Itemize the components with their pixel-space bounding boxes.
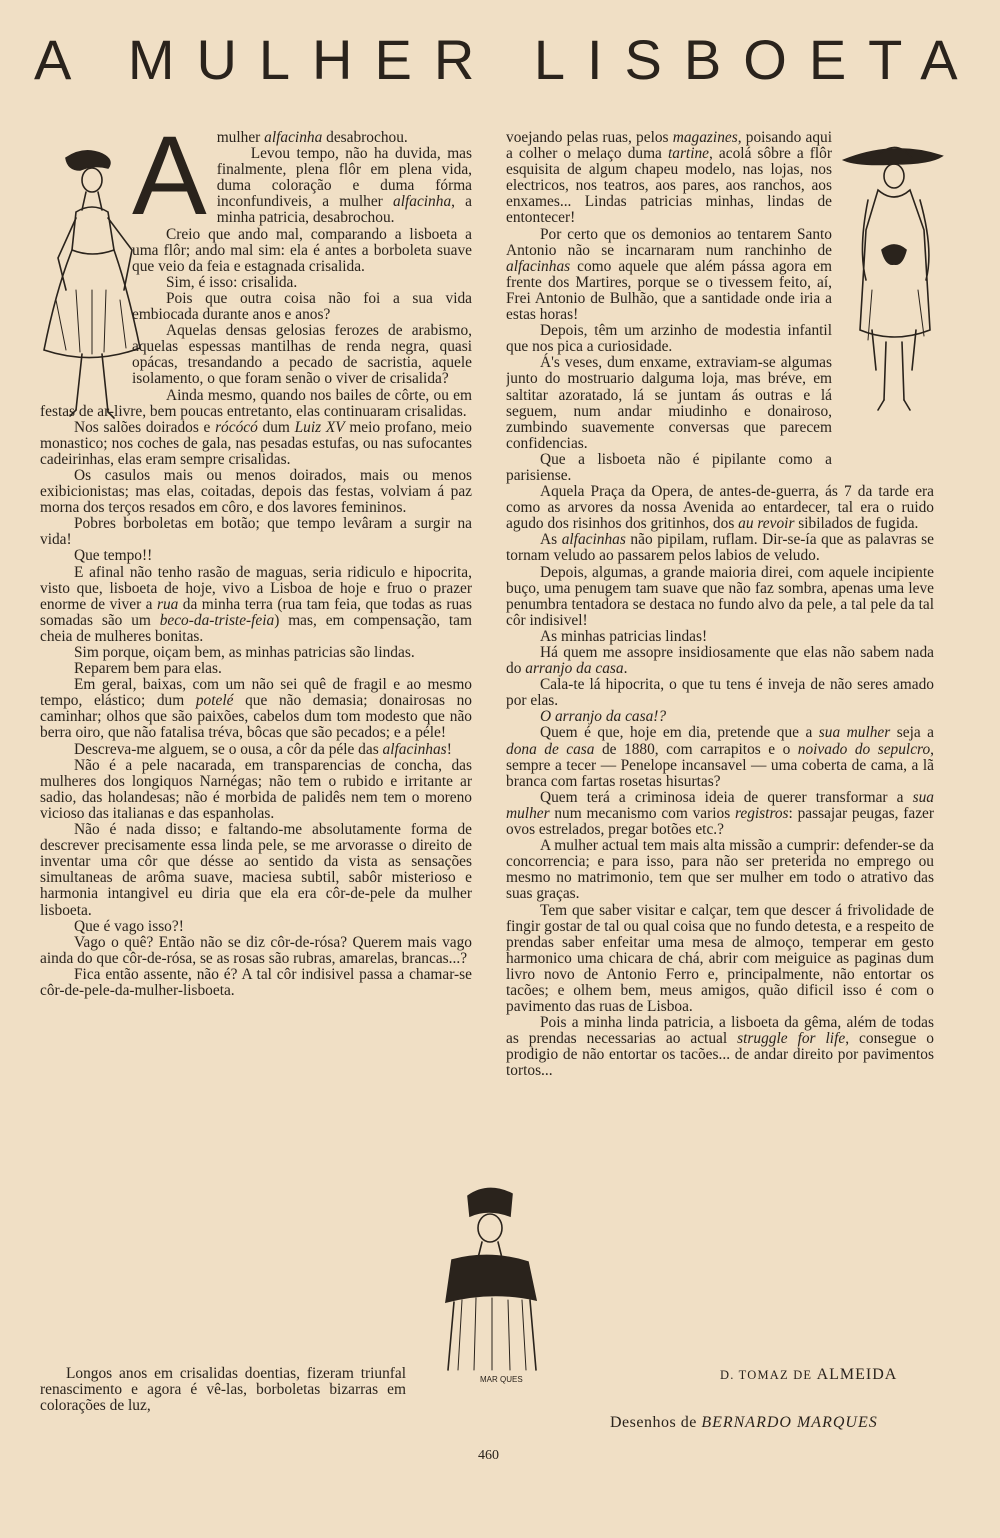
left-paragraph: Descreva-me alguem, se o ousa, a côr da péle das alfacinhas!	[74, 740, 452, 758]
left-paragraph: Não é a pele nacarada, em transparencias de concha, das mulheres dos longiquos Narnégas; não tem o rubido e irritante ar sadio, das holandesas; não é morbida de palidês nem tem o moreno vicioso das italianas e das espanholas.	[40, 756, 472, 822]
right-paragraph: Quem é que, hoje em dia, pretende que a sua mulher seja a dona de casa de 1880, com carrapitos e o noivado do sepulcro, sempre a tecer — Penelope incansavel — uma coberta de cama, a lã branca com fartas rosetas hisurtas?	[506, 724, 934, 790]
right-paragraph: Que a lisboeta não é pipilante como a parisiense.	[506, 450, 832, 484]
page-title: A MULHER LISBOETA	[34, 28, 980, 91]
left-paragraph: Sim, é isso: crisalida.	[166, 273, 298, 291]
left-paragraph: Em geral, baixas, com um não sei quê de fragil e ao mesmo tempo, elástico; dum potelé que não demasia; donairosas no caminhar; olhos que são paixões, cabelos dum tom modesto que não berra oiro, que não fatalisa tréva, bôcas que são pecados; e a péle!	[40, 676, 472, 742]
signature-initial: D. TOMAZ DE	[720, 1368, 813, 1382]
left-paragraph: Pois que outra coisa não foi a sua vida embiocada durante anos e anos?	[132, 289, 472, 324]
article-right-column	[506, 130, 934, 1390]
left-paragraph: E afinal não tenho rasão de maguas, seria ridiculo e hipocrita, visto que, lisboeta de hoje, vivo a Lisboa de hoje e fruo o prazer enorme de viver a rua da minha terra (rua tam feia, que todas as ruas somadas são um beco-da-triste-feia) mas, em compensação, tam cheia de mulheres bonitas.	[40, 563, 472, 645]
right-paragraph: As alfacinhas não pipilam, ruflam. Dir-se-ía que as palavras se tornam veludo ao passarem pelos labios de veludo.	[506, 531, 934, 565]
right-paragraph: As minhas patricias lindas!	[540, 627, 708, 645]
left-paragraph: Sim porque, oiçam bem, as minhas patricias são lindas.	[74, 644, 415, 661]
left-paragraph: Pobres borboletas em botão; que tempo levâram a surgir na vida!	[40, 515, 472, 549]
right-paragraph: Cala-te lá hipocrita, o que tu tens é inveja de não seres amado por elas.	[506, 676, 934, 710]
illustration-credit	[610, 1414, 878, 1432]
right-paragraph: Depois, têm um arzinho de modestia infantil que nos pica a curiosidade.	[506, 322, 832, 356]
left-paragraph: Que é vago isso?!	[74, 917, 184, 935]
left-paragraph: Levou tempo, não ha duvida, mas finalmente, plena flôr em plena vida, duma coloração e duma fórma inconfundiveis, a mulher alfacinha, a minha patricia, desabrochou.	[216, 145, 472, 227]
author-signature	[720, 1366, 897, 1384]
bottom-left-paragraph: Longos anos em crisalidas doentias, fizeram triunfal renascimento e agora é vê-las, borboletas bizarras em colorações de luz,	[40, 1365, 406, 1415]
right-paragraph: O arranjo da casa!?	[540, 708, 667, 726]
right-paragraph: Pois a minha linda patricia, a lisboeta da gêma, além de todas as prendas necessarias ao actual struggle for life, consegue o prodigio de não entortar os tacões... de andar direito por pavimentos tortos...	[506, 1014, 934, 1080]
drop-cap: A	[132, 130, 207, 238]
left-figure-space	[40, 130, 126, 400]
signature-name: ALMEIDA	[816, 1366, 898, 1383]
left-paragraph: Fica então assente, não é? A tal côr indisivel passa a chamar-se côr-de-pele-da-mulher-lisboeta.	[40, 965, 472, 999]
left-paragraph: Os casulos mais ou menos doirados, mais ou menos exibicionistas; mas elas, coitadas, depois das festas, volviam á paz morna dos terços resados em côro, e dos lavores femininos.	[40, 466, 472, 517]
left-paragraph: Ainda mesmo, quando nos bailes de côrte, ou em festas de ar-livre, bem poucas entretanto, elas continuaram crisalidas.	[40, 386, 472, 420]
page-number: 460	[478, 1448, 499, 1463]
left-paragraph: Reparem bem para elas.	[74, 660, 222, 678]
article-bottom-left	[40, 1366, 406, 1414]
artist-mark: MAR QUES	[480, 1375, 523, 1384]
right-paragraph: Quem terá a criminosa ideia de querer transformar a sua mulher num mecanismo com varios registros: passajar peugas, fazer ovos estrelados, pregar botões etc.?	[506, 788, 934, 839]
right-paragraph: Tem que saber visitar e calçar, tem que descer á frivolidade de fingir gostar de tal ou qual coisa que no fundo detesta, e a respeito de prendas saber enfeitar uma mesa de almoço, temperar em gesto harmonico uma chicara de chá, abrir com meiguice as paginas dum livro novo de Antonio Ferro e, principalmente, não entortar os tacões; e olhem bem, meus amigos, quão dificil isso é com o pavimento das ruas de Lisboa.	[506, 901, 934, 1016]
left-paragraph: Nos salões doirados e rócócó dum Luiz XV meio profano, meio monastico; nos coches de gala, nas pesadas estufas, ou nas sufocantes cadeirinhas, elas eram sempre crisalidas.	[40, 418, 472, 468]
credit-prefix: Desenhos de	[610, 1414, 697, 1431]
left-paragraph: Vago o quê? Então não se diz côr-de-rósa? Querem mais vago ainda do que côr-de-rósa, se as rosas são rubras, amarelas, brancas...?	[40, 933, 472, 967]
left-paragraph: Não é nada disso; e faltando-me absolutamente forma de descrever precisamente essa linda pele, se me arvorasse o direito de inventar uma côr que désse ao sentido da vista as sensações simultaneas de arôma suave, maciesa subtil, sabôr misterioso e harmonia intangivel eu diria que ela era côr-de-pele da mulher lisboeta.	[40, 821, 472, 919]
left-paragraph: Aquelas densas gelosias ferozes de arabismo, aquelas espessas mantilhas de renda negra, quasi opácas, tresandando a pecado de sacristia, aquele isolamento, o que foram senão o viver de crisalida?	[132, 322, 472, 388]
left-paragraph: Que tempo!!	[74, 547, 153, 565]
left-paragraph: Creio que ando mal, comparando a lisboeta a uma flôr; ando mal sim: ela é antes a borboleta suave que veio da feia e estagnada crisalida.	[132, 225, 472, 275]
right-paragraph: Há quem me assopre insidiosamente que elas não sabem nada do arranjo da casa.	[506, 644, 934, 678]
right-paragraph: A mulher actual tem mais alta missão a cumprir: defender-se da concorrencia; e para isso, para não ser preterida no emprego ou mesmo no matrimonio, tem que ser mulher em todo o atrativo das suas graças.	[506, 837, 934, 903]
left-paragraph: mulher alfacinha desabrochou.	[216, 130, 408, 146]
right-paragraph: Aquela Praça da Opera, de antes-de-guerra, ás 7 da tarde era como as arvores da nossa Avenida ao entardecer, tal era o ruido agudo dos risinhos dos gritinhos, dos au revoir sibilados de fugida.	[506, 483, 934, 533]
right-paragraph: Depois, algumas, a grande maioria direi, com aquele incipiente buço, uma penugem tam suave que não faz sombra, apenas uma leve penumbra tentadora se destaca no fundo alvo da pele, a tal pele da tal côr indisivel!	[506, 563, 934, 629]
right-figure-space	[840, 130, 934, 460]
credit-name: BERNARDO MARQUES	[701, 1414, 878, 1431]
right-paragraph: Por certo que os demonios ao tentarem Santo Antonio não se incarnaram num ranchinho de alfacinhas como aquele que além pássa agora em frente dos Martires, porque se o tivessem feito, aí, Frei Antonio de Bulhão, que a santidade onde iria a estas horas!	[506, 225, 832, 324]
right-paragraph: Á's veses, dum enxame, extraviam-se algumas junto do mostruario dalguma loja, mas bréve, em saltitar azoratado, lá se juntam ás outras e lá seguem, num andar miudinho e donairoso, zumbindo suavemente conversas que parecem confidencias.	[506, 354, 832, 452]
right-paragraph: voejando pelas ruas, pelos magazines, poisando aqui a colher o melaço duma tartine, acolá sôbre a flôr esquisita de algum chapeu modelo, nas lojas, nos electricos, nos teatros, aos pares, aos ranchos, aos enxames... Lindas patricias minhas, lindas de entontecer!	[506, 130, 832, 227]
article-left-column	[40, 130, 472, 1420]
